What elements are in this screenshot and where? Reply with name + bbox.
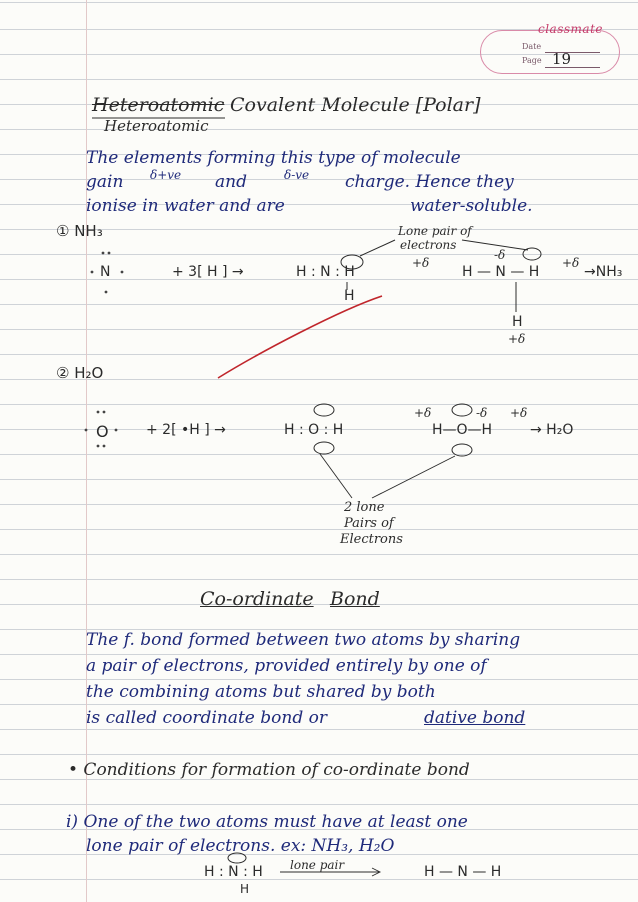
definition-line-1: The f. bond formed between two atoms by sharing [86,630,521,650]
bottom-lewis: H : N : H [204,864,263,880]
condition-1-line-1: i) One of the two atoms must have at least one [66,812,468,832]
nh3-charge-plus-2: +δ [562,256,580,270]
h2o-plus-h: + 2[ •H ] → [146,422,226,438]
title-correction: Heteroatomic [104,117,209,135]
conditions-heading: • Conditions for formation of co-ordinate bond [68,760,470,780]
intro-line-2a: gain [86,172,124,192]
bottom-lewis-h: H [240,882,250,896]
struck-title-word: Heteroatomic [92,94,225,116]
nh3-product: →NH₃ [584,264,623,280]
definition-line-3: the combining atoms but shared by both [86,682,436,702]
h2o-lone-pair-circle-4 [452,444,472,456]
h2o-charge-plus-2: +δ [510,406,528,420]
red-pen-stroke [218,296,382,378]
intro-line-1: The elements forming this type of molecule [86,148,461,168]
bottom-lone-pair-circle [228,853,246,863]
h2o-pointer-1 [320,454,352,498]
h2o-charge-plus-1: +δ [414,406,432,420]
nh3-structure-h: H [512,314,523,330]
h2o-lone-note-1: 2 lone [344,500,385,515]
section-title-coordinate: Co-ordinate [200,588,314,610]
h2o-charge-minus: -δ [476,406,488,420]
nh3-lewis-h: H [344,288,355,304]
lone-pair-pointer-2 [462,240,528,250]
nh3-charge-plus-1: +δ [412,256,430,270]
page-title: Covalent Molecule [Polar] [230,94,481,116]
bottom-structure: H — N — H [424,864,502,880]
nh3-charge-minus: -δ [494,248,506,262]
example-2-label: ② H₂O [56,364,104,382]
nh3-lone-pair-circle [341,255,363,269]
page-number: 19 [552,50,572,68]
nh3-plus-h: + 3[ H ] → [172,264,244,280]
h2o-lone-pair-circle-3 [452,404,472,416]
h2o-product: → H₂O [530,422,574,438]
nh3-structure: H — N — H [462,264,540,280]
h2o-lewis: H : O : H [284,422,344,438]
nh3-charge-plus-3: +δ [508,332,526,346]
h2o-lhs-o: O [96,422,109,441]
lone-pair-label-1: Lone pair of [398,224,472,238]
h2o-lone-pair-circle-2 [314,442,334,454]
bottom-lone-pair-label: lone pair [290,858,345,872]
intro-sup-2: δ-ve [284,168,310,182]
lone-pair-pointer-1 [360,240,395,256]
nh3-lhs-n: N [100,264,111,280]
h2o-structure: H—O—H [432,422,493,438]
intro-line-3b: water-soluble. [410,196,533,216]
example-1-label: ① NH₃ [56,222,103,240]
nh3-n-electron-dots [91,252,124,294]
page-label: Page [522,56,542,65]
definition-line-4b: dative bond [424,708,526,728]
h2o-o-electron-dots [85,411,118,448]
section-title-bond: Bond [330,588,380,610]
intro-line-2c: charge. Hence they [345,172,514,192]
date-label: Date [522,42,542,51]
h2o-lone-pair-circle-1 [314,404,334,416]
intro-line-2b: and [215,172,247,192]
definition-line-4a: is called coordinate bond or [86,708,327,728]
brand-logo: classmate [538,22,603,36]
h2o-lone-note-3: Electrons [340,532,403,547]
definition-line-2: a pair of electrons, provided entirely by one of [86,656,487,676]
nh3-lewis: H : N : H [296,264,355,280]
intro-line-3a: ionise in water and are [86,196,285,216]
h2o-pointer-2 [372,456,455,498]
h2o-lone-note-2: Pairs of [344,516,394,531]
intro-sup-1: δ+ve [150,168,182,182]
lone-pair-label-2: electrons [400,238,457,252]
condition-1-line-2: lone pair of electrons. ex: NH₃, H₂O [86,836,395,856]
